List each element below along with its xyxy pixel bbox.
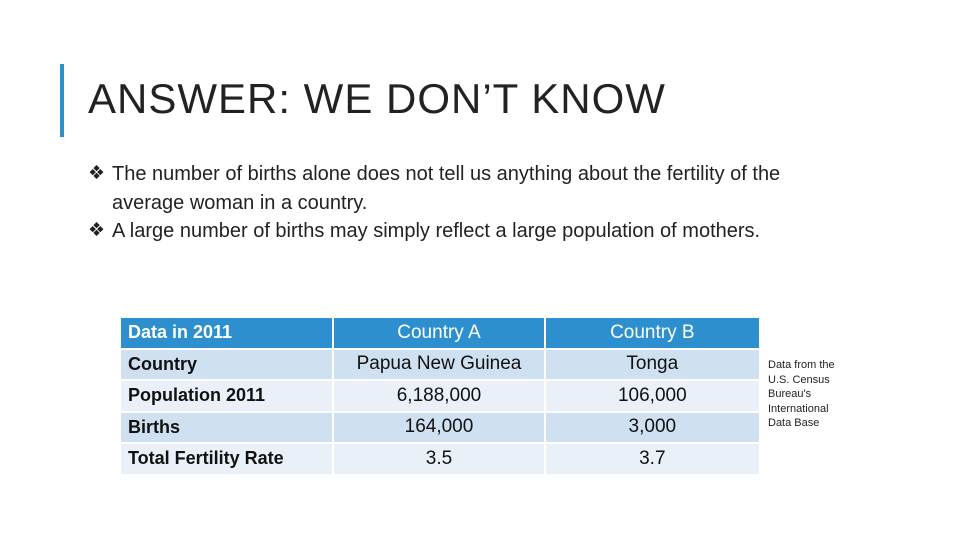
table-cell: 6,188,000: [333, 380, 544, 412]
table-cell: 3.7: [545, 443, 760, 475]
table-header-cell: Country A: [333, 318, 544, 349]
table-cell: 164,000: [333, 412, 544, 444]
table-row: [121, 380, 760, 412]
bullet-item: [88, 160, 808, 217]
bullet-item: [88, 217, 808, 246]
table-row: [121, 412, 760, 444]
table-cell: 3,000: [545, 412, 760, 444]
diamond-bullet-icon: ❖: [88, 220, 106, 241]
bullet-list: [88, 160, 808, 246]
source-note: Data from the U.S. Census Bureau's International Data Base: [768, 359, 835, 429]
table-row: [121, 443, 760, 475]
table-row-label: Population 2011: [121, 380, 333, 412]
table-cell: Papua New Guinea: [333, 349, 544, 381]
title-accent-bar: [60, 64, 64, 137]
slide-title: ANSWER: WE DON’T KNOW: [88, 75, 666, 122]
table-row-label: Country: [121, 349, 333, 381]
diamond-bullet-icon: ❖: [88, 163, 106, 184]
table-row-label: Births: [121, 412, 333, 444]
table-header-cell: Country B: [545, 318, 760, 349]
bullet-text: The number of births alone does not tell us anything about the fertility of the average woman in a country.: [112, 163, 781, 214]
table-cell: 3.5: [333, 443, 544, 475]
table-header-cell: Data in 2011: [121, 318, 333, 349]
table-cell: Tonga: [545, 349, 760, 381]
fertility-data-table: [121, 318, 761, 476]
table-cell: 106,000: [545, 380, 760, 412]
bullet-text: A large number of births may simply reflect a large population of mothers.: [112, 220, 761, 242]
table-row: [121, 349, 760, 381]
table-header-row: [121, 318, 760, 349]
table-row-label: Total Fertility Rate: [121, 443, 333, 475]
